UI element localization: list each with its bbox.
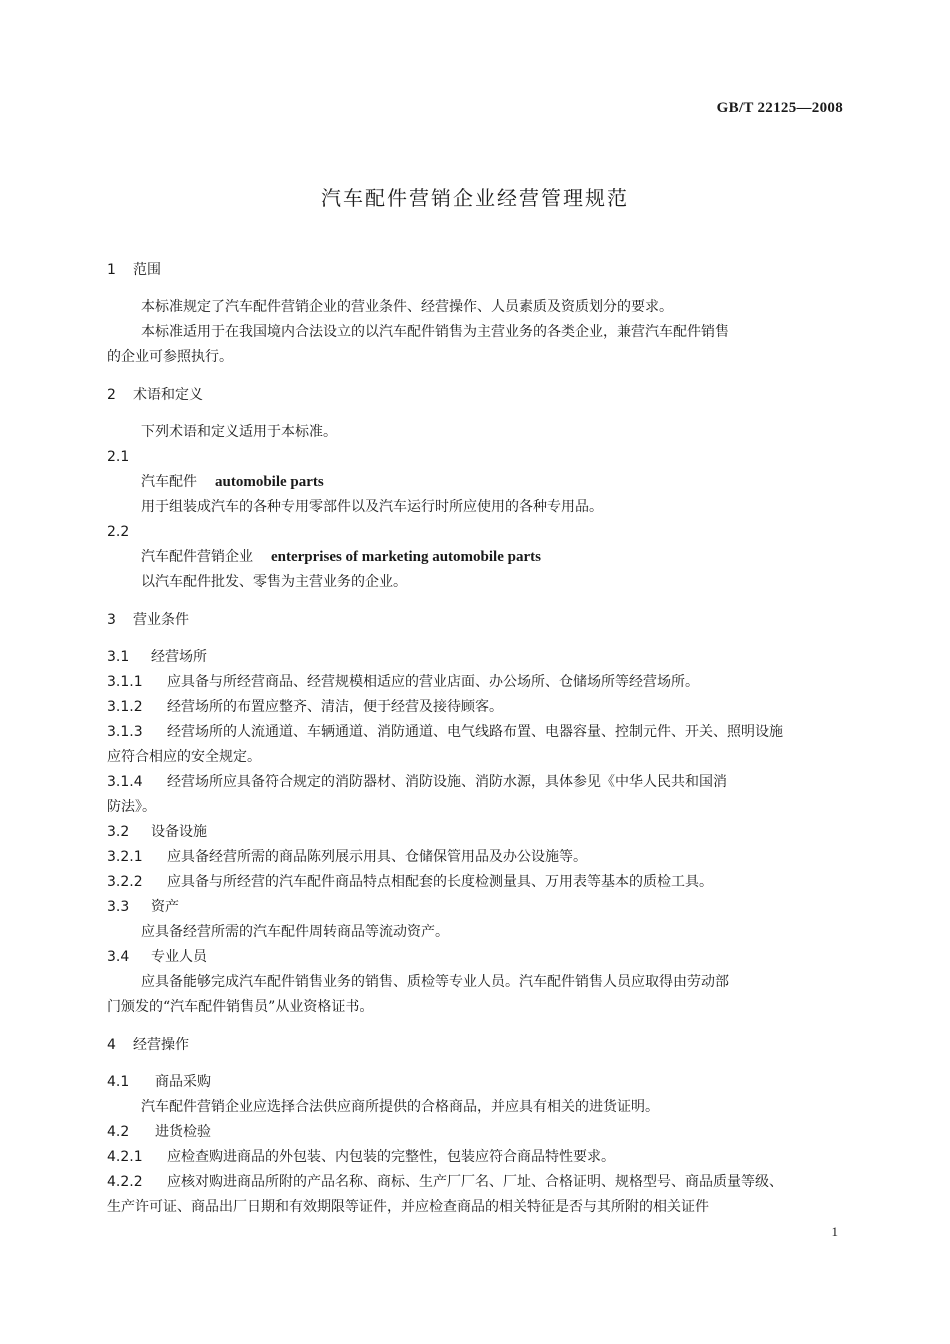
subsection-heading xyxy=(107,820,843,845)
subsection-title: 设备设施 xyxy=(151,824,207,840)
clause-text: 经营场所应具备符合规定的消防器材、消防设施、消防水源，具体参见《中华人民共和国消 xyxy=(167,774,727,790)
clause-number: 3.1.1 xyxy=(107,674,143,690)
subsection-title: 商品采购 xyxy=(155,1074,211,1090)
clause-continuation: 防法》。 xyxy=(107,799,156,815)
subsection-number: 3.3 xyxy=(107,899,130,915)
standard-code: GB/T 22125—2008 xyxy=(716,100,843,116)
term-definition: 用于组装成汽车的各种专用零部件以及汽车运行时所应使用的各种专用品。 xyxy=(141,499,603,515)
section-3-heading xyxy=(107,608,843,633)
section-title: 术语和定义 xyxy=(133,387,203,403)
clause-number: 3.1.4 xyxy=(107,774,143,790)
clause-text: 经营场所的人流通道、车辆通道、消防通道、电气线路布置、电器容量、控制元件、开关、照明设施 xyxy=(167,724,783,740)
clause-number: 4.2.2 xyxy=(107,1174,143,1190)
subsection-heading xyxy=(107,1120,843,1145)
section-title: 营业条件 xyxy=(133,612,189,628)
term-en: automobile parts xyxy=(215,474,324,490)
clause-continuation: 应符合相应的安全规定。 xyxy=(107,749,261,765)
paragraph-continuation: 门颁发的“汽车配件销售员”从业资格证书。 xyxy=(107,999,374,1015)
paragraph: 本标准规定了汽车配件营销企业的营业条件、经营操作、人员素质及资质划分的要求。 xyxy=(141,299,673,315)
clause xyxy=(107,1170,843,1195)
clause xyxy=(107,670,843,695)
paragraph: 应具备经营所需的汽车配件周转商品等流动资产。 xyxy=(141,924,449,940)
subsection-number: 3.4 xyxy=(107,949,130,965)
subsection-number: 4.2 xyxy=(107,1124,130,1140)
term-en: enterprises of marketing automobile parts xyxy=(271,549,541,565)
subsection-title: 进货检验 xyxy=(155,1124,211,1140)
page-number: 1 xyxy=(831,1224,838,1239)
clause-text: 应具备经营所需的商品陈列展示用具、仓储保管用品及办公设施等。 xyxy=(167,849,587,865)
section-number: 4 xyxy=(107,1037,116,1053)
term-entry xyxy=(107,545,843,570)
paragraph-continuation: 的企业可参照执行。 xyxy=(107,349,233,365)
term-number: 2.2 xyxy=(107,524,130,540)
subsection-number: 3.2 xyxy=(107,824,130,840)
paragraph: 下列术语和定义适用于本标准。 xyxy=(141,424,337,440)
section-1-heading xyxy=(107,258,843,283)
term-definition: 以汽车配件批发、零售为主营业务的企业。 xyxy=(141,574,407,590)
section-title: 经营操作 xyxy=(133,1037,189,1053)
section-2-heading xyxy=(107,383,843,408)
clause-text: 应具备与所经营的汽车配件商品特点相配套的长度检测量具、万用表等基本的质检工具。 xyxy=(167,874,713,890)
clause-text: 应核对购进商品所附的产品名称、商标、生产厂厂名、厂址、合格证明、规格型号、商品质量等级、 xyxy=(167,1174,783,1190)
section-number: 1 xyxy=(107,262,116,278)
section-number: 3 xyxy=(107,612,116,628)
term-number: 2.1 xyxy=(107,449,130,465)
subsection-number: 3.1 xyxy=(107,649,130,665)
subsection-heading xyxy=(107,895,843,920)
clause xyxy=(107,845,843,870)
section-4-heading xyxy=(107,1033,843,1058)
clause-number: 4.2.1 xyxy=(107,1149,143,1165)
term-entry xyxy=(107,470,843,495)
clause-text: 应具备与所经营商品、经营规模相适应的营业店面、办公场所、仓储场所等经营场所。 xyxy=(167,674,699,690)
clause xyxy=(107,770,843,795)
clause-number: 3.1.2 xyxy=(107,699,143,715)
section-number: 2 xyxy=(107,387,116,403)
clause-text: 经营场所的布置应整齐、清洁，便于经营及接待顾客。 xyxy=(167,699,503,715)
clause-number: 3.2.2 xyxy=(107,874,143,890)
subsection-heading xyxy=(107,645,843,670)
clause-continuation: 生产许可证、商品出厂日期和有效期限等证件，并应检查商品的相关特征是否与其所附的相关证件 xyxy=(107,1199,709,1215)
subsection-number: 4.1 xyxy=(107,1074,130,1090)
section-title: 范围 xyxy=(133,262,161,278)
document-body xyxy=(107,258,843,1220)
clause xyxy=(107,695,843,720)
clause xyxy=(107,870,843,895)
subsection-heading xyxy=(107,945,843,970)
subsection-title: 资产 xyxy=(151,899,179,915)
term-zh: 汽车配件 xyxy=(141,474,197,490)
clause-number: 3.2.1 xyxy=(107,849,143,865)
subsection-heading xyxy=(107,1070,843,1095)
term-zh: 汽车配件营销企业 xyxy=(141,549,253,565)
clause-text: 应检查购进商品的外包装、内包装的完整性，包装应符合商品特性要求。 xyxy=(167,1149,615,1165)
clause-number: 3.1.3 xyxy=(107,724,143,740)
subsection-title: 专业人员 xyxy=(151,949,207,965)
subsection-title: 经营场所 xyxy=(151,649,207,665)
paragraph: 本标准适用于在我国境内合法设立的以汽车配件销售为主营业务的各类企业，兼营汽车配件销售 xyxy=(141,324,729,340)
paragraph: 应具备能够完成汽车配件销售业务的销售、质检等专业人员。汽车配件销售人员应取得由劳动部 xyxy=(141,974,729,990)
paragraph: 汽车配件营销企业应选择合法供应商所提供的合格商品，并应具有相关的进货证明。 xyxy=(141,1099,659,1115)
document-title: 汽车配件营销企业经营管理规范 xyxy=(321,186,629,210)
clause xyxy=(107,1145,843,1170)
clause xyxy=(107,720,843,745)
